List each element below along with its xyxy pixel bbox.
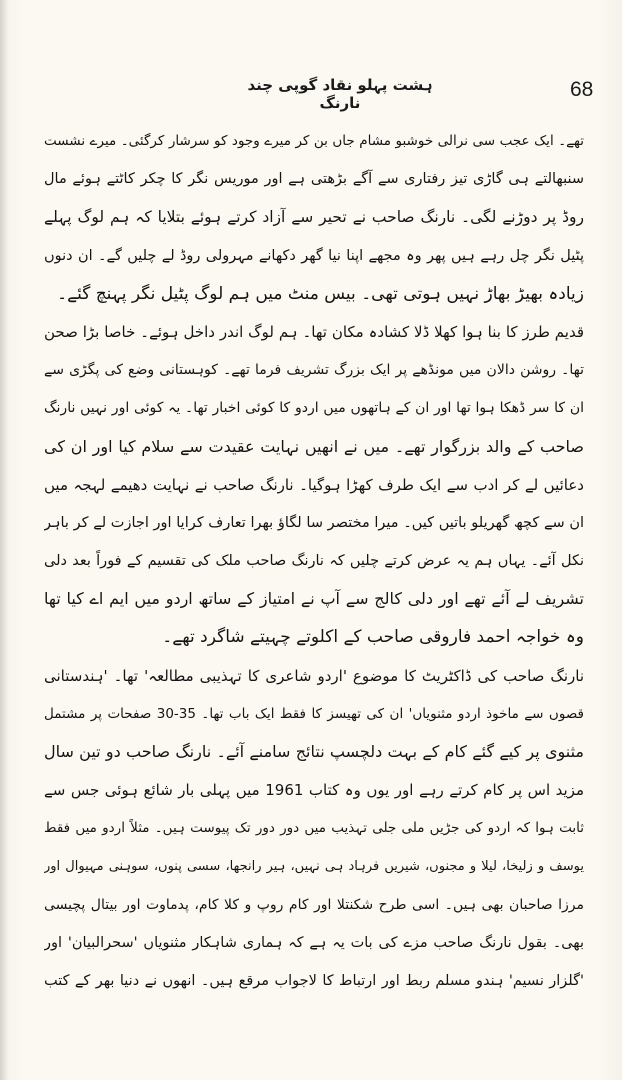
text-line: مرزا صاحبان بھی ہیں۔ اسی طرح شکنتلا اور کام روپ و کلا کام، پدماوت اور بیتال پچیسی xyxy=(44,896,584,913)
running-header xyxy=(20,76,602,110)
spine-shadow xyxy=(0,0,8,1080)
text-line: ان سے کچھ گھریلو باتیں کیں۔ میرا مختصر سا لگاؤ بھرا تعارف کرایا اور اجازت لے کر باہر xyxy=(44,514,584,531)
running-title: ہشت پہلو نقاد گوپی چند نارنگ xyxy=(247,76,433,112)
body-text xyxy=(44,122,584,1000)
text-line: یوسف و زلیخا، لیلا و مجنوں، شیریں فرہاد ہی نہیں، ہیر رانجھا، سسی پنوں، سوہنی مہیوال اور xyxy=(44,858,584,874)
text-line: قدیم طرز کا بنا ہوا کھلا ڈلا کشادہ مکان تھا۔ ہم لوگ اندر داخل ہوئے۔ خاصا بڑا صحن xyxy=(44,322,584,341)
text-line: روڈ پر دوڑنے لگی۔ نارنگ صاحب نے تحیر سے آزاد کرتے ہوئے بتلایا کہ ہم لوگ پہلے xyxy=(44,208,584,227)
text-line: سنبھالتے ہی گاڑی تیز رفتاری سے آگے بڑھتی ہے اور موریس نگر کا چکر کاٹتے ہوئے مال xyxy=(44,171,584,188)
text-line: دعائیں لے کر ادب سے ایک طرف کھڑا ہوگیا۔ نارنگ صاحب نے نہایت دھیمے لہجہ میں xyxy=(44,475,584,494)
text-line: تھے۔ ایک عجب سی نرالی خوشبو مشام جاں بن کر میرے وجود کو سرشار کرگئی۔ میرے نشست xyxy=(44,133,584,149)
text-line: ان کا سر ڈھکا ہوا تھا اور ان کے ہاتھوں میں اردو کا کوئی اخبار تھا۔ یہ کوئی اور نہیں نارنگ xyxy=(44,400,584,417)
text-line: نکل آئے۔ یہاں ہم یہ عرض کرتے چلیں کہ نارنگ صاحب ملک کی تقسیم کے فوراً بعد دلی xyxy=(44,553,584,570)
text-line: تھا۔ روشن دالان میں مونڈھے پر ایک بزرگ تشریف فرما تھے۔ کوہستانی وضع کی پگڑی سے xyxy=(44,362,584,379)
text-line: قصوں سے ماخوذ اردو مثنویاں' ان کی تھیسز کا فقط ایک باب تھا۔ 35-30 صفحات پر مشتمل xyxy=(44,705,584,722)
text-line: پٹیل نگر چل رہے ہیں پھر وہ مجھے اپنا نیا گھر دکھانے مہرولی روڈ لے چلیں گے۔ ان دنوں xyxy=(44,247,584,264)
text-line: صاحب کے والد بزرگوار تھے۔ میں نے انھیں نہایت عقیدت سے سلام کیا اور ان کی xyxy=(44,436,584,456)
text-line: ثابت ہوا کہ اردو کی جڑیں ملی جلی تہذیب میں دور دور تک پیوست ہیں۔ مثلاً اردو میں فقط xyxy=(44,820,584,837)
text-line: بھی۔ بقول نارنگ صاحب مزے کی بات یہ ہے کہ ہماری شاہکار مثنویاں 'سحرالبیان' اور xyxy=(44,934,584,951)
text-line: مثنوی پر کیے گئے کام کے بہت دلچسپ نتائج سامنے آئے۔ نارنگ صاحب دو تین سال xyxy=(44,742,584,761)
text-line: زیادہ بھیڑ بھاڑ نہیں ہوتی تھی۔ بیس منٹ میں ہم لوگ پٹیل نگر پہنچ گئے۔ xyxy=(57,283,584,304)
text-line: تشریف لے آئے تھے اور دلی کالج سے آپ نے امتیاز کے ساتھ اردو میں ایم اے کیا تھا xyxy=(44,589,584,609)
text-line: نارنگ صاحب کی ڈاکٹریٹ کا موضوع 'اردو شاعری کا تہذیبی مطالعہ' تھا۔ 'ہندستانی xyxy=(44,666,584,685)
page-number: 68 xyxy=(570,78,594,101)
text-line: مزید اس پر کام کرتے رہے اور یوں وہ کتاب 1961 میں پہلی بار شائع ہوئی جس سے xyxy=(44,781,584,800)
text-line: 'گلزار نسیم' ہندو مسلم ربط اور ارتباط کا لاجواب مرقع ہیں۔ انھوں نے دنیا بھر کے کتب xyxy=(44,973,584,990)
text-line: وہ خواجہ احمد فاروقی صاحب کے اکلوتے چہیتے شاگرد تھے۔ xyxy=(162,627,584,648)
